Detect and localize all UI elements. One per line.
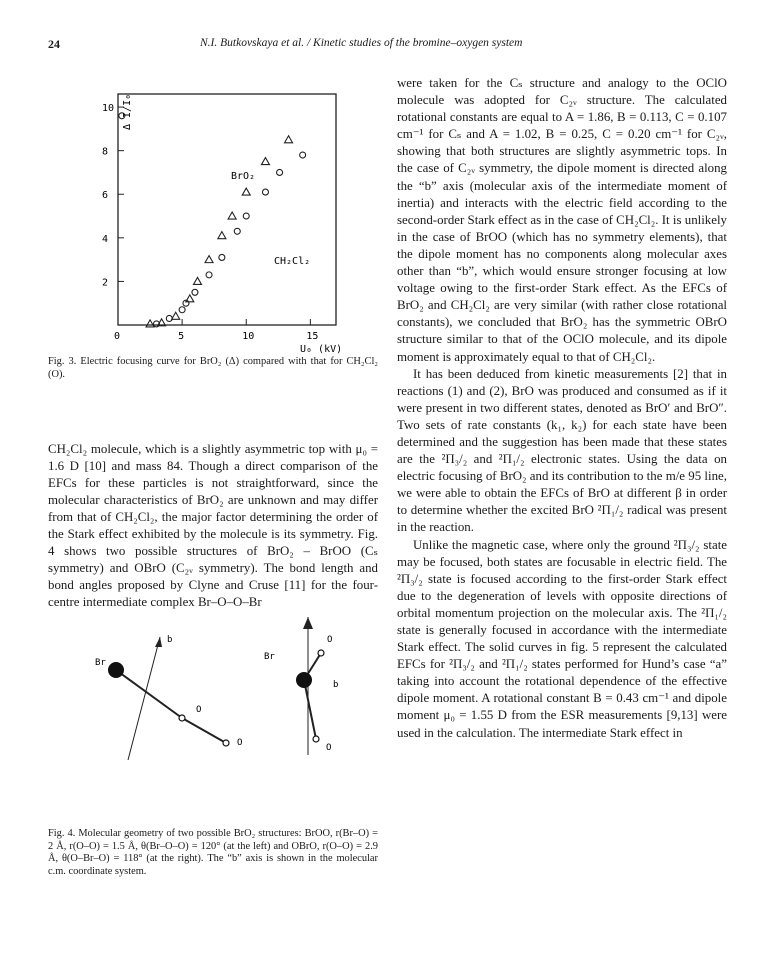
x-tick-label: 0 <box>114 331 121 342</box>
atom-label-br: Br <box>264 652 275 662</box>
figure-3-chart <box>48 72 378 362</box>
data-point-ch2cl2 <box>300 152 306 158</box>
paragraph: were taken for the Cₛ structure and analogy to the OClO molecule was adopted for C₂ᵥ structure. The calculated rotational constants are equal to A = 1.86, B = 0.113, C = 0.107 cm⁻¹ for Cₛ and A = 1.02, B = 0.25, C = 0.20 cm⁻¹ for C₂ᵥ, showing that both structures are slightly asymmetric tops. In the case of C₂ᵥ symmetry, the dipole moment is directed along the “b” axis (molecular axis of the intermediate moment of inertia) and interacts with the electric field according to the second-order Stark effect as in the case of CH₂Cl₂. It is unlikely in the case of BrOO (which has no symmetry elements), that the dipole moment has no components along molecular axes other than “b”, which would ensure stronger focusing at low voltage owing to the first-order Stark effect. As the EFCs of BrO₂ and CH₂Cl₂ are very similar (with rather close rotational constants), we concluded that BrO₂ has the symmetric OBrO structure similar to that of the OClO molecule, and its dipole moment is approximately equal to that of CH₂Cl₂. <box>397 76 727 364</box>
plot-frame <box>118 94 336 325</box>
paragraph: Unlike the magnetic case, where only the ground ²Π₃/₂ state may be focused, both states are focusable in electric field. The ²Π₃/₂ state is focused according to the first-order Stark effect due to the degeneration of levels with opposite directions of orbital momentum projection on the molecular axis. The ²Π₁/₂ state is generally focused in accordance with the intermediate Stark effect. The solid curves in fig. 5 represent the calculated EFCs for ²Π₃/₂ and ²Π₁/₂ states performed for Hund’s case “a” taking into account the rotational dependence of the effective dipole moment. A rotational constant B = 0.43 cm⁻¹ and dipole moment μ₀ = 1.55 D from the ESR measurements [9,13] were used in the calculation. The intermediate Stark effect in <box>397 537 727 740</box>
data-point-bro2 <box>242 188 250 195</box>
data-point-ch2cl2 <box>166 315 172 321</box>
data-point-ch2cl2 <box>277 169 283 175</box>
series-label-ch2cl2: CH₂Cl₂ <box>274 256 311 267</box>
o-atom <box>223 740 229 746</box>
data-point-bro2 <box>172 312 180 319</box>
data-marks <box>119 113 306 327</box>
axis-label-b: b <box>333 680 339 690</box>
atom-label-o: O <box>327 635 333 645</box>
data-point-ch2cl2 <box>192 289 198 295</box>
data-point-bro2 <box>194 277 202 284</box>
o-atom <box>179 715 185 721</box>
data-point-bro2 <box>261 158 269 165</box>
data-point-bro2 <box>218 232 226 239</box>
data-point-bro2 <box>228 212 236 219</box>
data-point-ch2cl2 <box>206 272 212 278</box>
obro-structure <box>264 617 338 755</box>
atom-label-o: O <box>326 743 332 753</box>
o-atom <box>313 736 319 742</box>
y-tick-label: 8 <box>102 146 109 158</box>
x-tick-label: 10 <box>242 331 255 342</box>
o-atom <box>318 650 324 656</box>
data-point-ch2cl2 <box>234 228 240 234</box>
right-column-text <box>397 75 727 742</box>
y-tick-label: 2 <box>102 277 109 289</box>
data-point-bro2 <box>285 136 293 143</box>
data-point-ch2cl2 <box>219 254 225 260</box>
series-label-bro2: BrO₂ <box>231 171 256 182</box>
y-tick-label: 6 <box>102 190 109 202</box>
data-point-bro2 <box>205 256 213 263</box>
axis-label-b: b <box>167 635 173 645</box>
y-tick-label: 10 <box>102 103 115 115</box>
br-atom <box>108 662 124 678</box>
b-axis-arrow <box>303 617 313 629</box>
broo-structure <box>95 635 242 760</box>
y-tick-label: 4 <box>102 233 109 245</box>
x-tick-label: 5 <box>178 331 185 342</box>
data-point-bro2 <box>146 320 154 327</box>
atom-label-br: Br <box>95 658 106 668</box>
data-point-ch2cl2 <box>179 307 185 313</box>
page-number: 24 <box>48 37 60 51</box>
figure-4-caption: Fig. 4. Molecular geometry of two possible BrO₂ structures: BrOO, r(Br–O) = 2 Å, r(O–O) = 1.5 Å, θ(Br–O–O) = 120° (at the left) and OBrO, r(O–O) = 2.9 Å, θ(O–Br–O) = 118° (at the right). The “b” axis is shown in the molecular c.m. coordinate system. <box>48 828 378 877</box>
br-atom <box>296 672 312 688</box>
atom-label-o: O <box>237 738 243 748</box>
b-axis-arrow <box>155 637 162 647</box>
plot-border <box>118 94 336 325</box>
running-header <box>0 37 773 55</box>
figure-3-caption: Fig. 3. Electric focusing curve for BrO₂ (Δ) compared with that for CH₂Cl₂ (O). <box>48 356 378 380</box>
data-point-ch2cl2 <box>262 189 268 195</box>
x-axis-label: U₀ (kV) <box>300 344 343 355</box>
figure-4-molecular-geometry <box>48 595 378 820</box>
y-axis-label: Δ I/I₀ <box>122 93 133 130</box>
x-tick-label: 15 <box>306 331 319 342</box>
axis-ticks <box>102 103 318 342</box>
atom-label-o: O <box>196 705 202 715</box>
paragraph: CH₂Cl₂ molecule, which is a slightly asymmetric top with μ₀ = 1.6 D [10] and mass 84. Though a direct comparison of the EFCs for these particles is not straightforward, since the molecular characteristics of BrO₂ are unknown and may differ from that of CH₂Cl₂, the major factor determining the order of the Stark effect exhibited by the molecule is its symmetry. Fig. 4 shows two possible structures of BrO₂ – BrOO (Cₛ symmetry) and OBrO (C₂ᵥ symmetry). The bond length and bond angles proposed by Clyne and Cruse [11] for the four-centre intermediate complex Br–O–O–Br <box>48 442 378 609</box>
left-column-text <box>48 441 378 611</box>
running-head-title: N.I. Butkovskaya et al. / Kinetic studies of the bromine–oxygen system <box>200 37 523 49</box>
data-point-ch2cl2 <box>243 213 249 219</box>
paragraph: It has been deduced from kinetic measurements [2] that in reactions (1) and (2), BrO was produced and consumed as if it were present in two different states, denoted as BrO′ and BrO″. Two sets of rate constants (k₁, k₂) for each state have been determined and the suggestion has been made that these states are the ²Π₃/₂ and ²Π₁/₂ electronic states. Using the data on electric focusing of BrO₂ and its contribution to the m/e 95 line, we were able to obtain the EFCs of BrO at different β in order to determine whether the excited BrO ²Π₁/₂ radical was present in the reaction. <box>397 366 727 535</box>
